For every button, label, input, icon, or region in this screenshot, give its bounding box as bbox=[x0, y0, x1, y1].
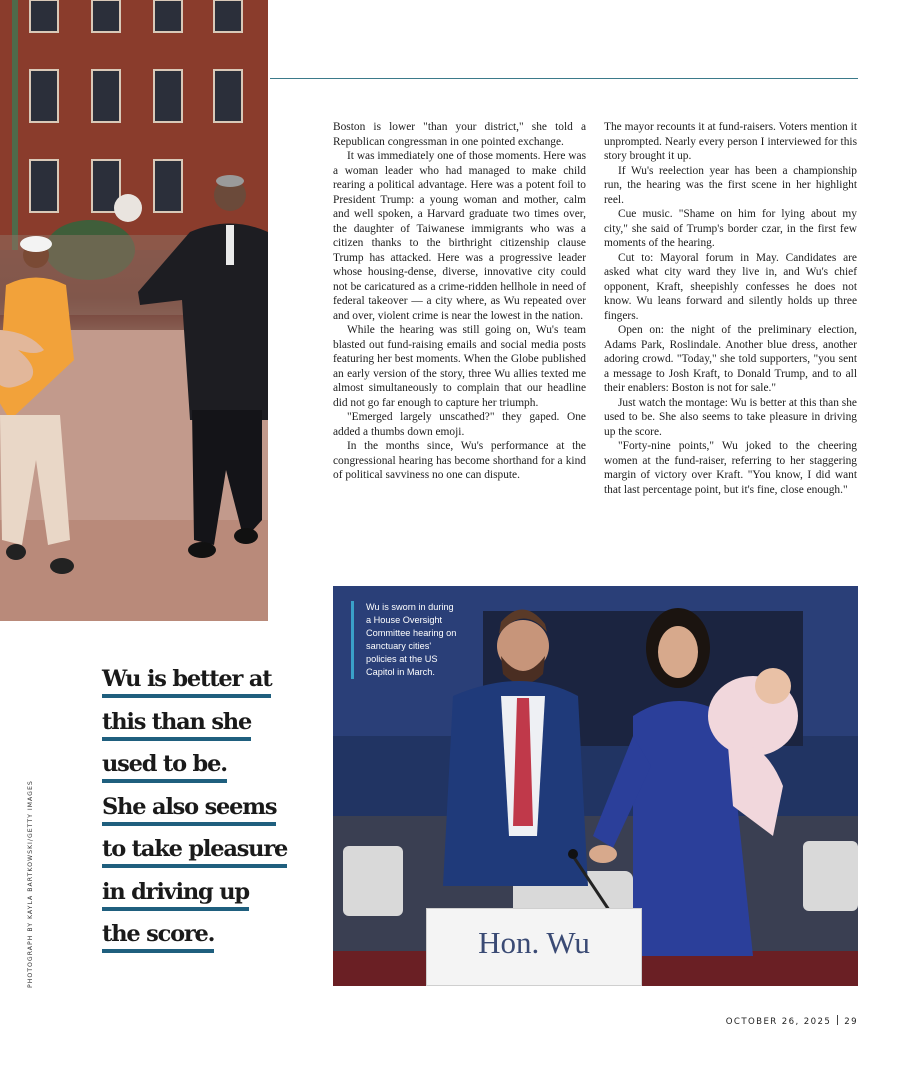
paragraph: The mayor recounts it at fund-raisers. Voters mention it unprompted. Nearly every person I interviewed for this story brought it up. bbox=[604, 121, 857, 162]
paragraph: In the months since, Wu's performance at the congressional hearing has become shorthand for a kind of political savviness no one can dispute. bbox=[333, 440, 586, 481]
pull-quote-line: to take pleasure bbox=[102, 834, 287, 868]
paragraph: It was immediately one of those moments. Here was a woman leader who had managed to make child rearing a political advantage. Here was a potent foil to President Trump: a young woman and mother, calm and well spoken, a Harvard graduate two times over, the daughter of Taiwanese immigrants who was a citizen thanks to the birthright citizenship clause Trump has attacked. Here was a progressive leader whose housing-dense, diverse, innovative city could not be caricatured as a crime-ridden hellhole in need of federal takeover — a city where, as Wu repeated over and over, violent crime is near the lowest in the nation. bbox=[333, 150, 586, 322]
street-photo bbox=[0, 0, 268, 621]
paragraph: "Emerged largely unscathed?" they gaped. One added a thumbs down emoji. bbox=[333, 411, 586, 438]
pull-quote-line: Wu is better at bbox=[102, 664, 271, 698]
paragraph: Just watch the montage: Wu is better at this than she used to be. She also seems to take pleasure in driving up the score. bbox=[604, 396, 857, 438]
folio-separator bbox=[837, 1015, 838, 1025]
paragraph: If Wu's reelection year has been a championship run, the hearing was the first scene in her highlight reel. bbox=[604, 164, 857, 206]
pull-quote bbox=[102, 658, 302, 956]
nameplate: Hon. Wu bbox=[426, 908, 642, 986]
photo-caption: Wu is sworn in during a House Oversight Committee hearing on sanctuary cities' policies at the US Capitol in March. bbox=[351, 601, 461, 679]
paragraph: Cue music. "Shame on him for lying about my city," she said of Trump's border czar, in the first few moments of the hearing. bbox=[604, 208, 857, 249]
paragraph: Cut to: Mayoral forum in May. Candidates are asked what city ward they live in, and Wu's chief opponent, Kraft, sheepishly confesses he does not know. Wu leans forward and silently holds up three fingers. bbox=[604, 251, 857, 322]
hearing-photo bbox=[333, 586, 858, 986]
photo-credit: PHOTOGRAPH BY KAYLA BARTKOWSKI/GETTY IMAGES bbox=[27, 780, 34, 988]
paragraph: While the hearing was still going on, Wu's team blasted out fund-raising emails and social media posts featuring her best moments. When the Globe published an early version of the story, three Wu allies texted me almost simultaneously to complain that our headline did not go far enough to capture her triumph. bbox=[333, 324, 586, 409]
top-rule bbox=[270, 78, 858, 79]
article-column-right bbox=[604, 120, 857, 497]
pull-quote-line: the score. bbox=[102, 919, 214, 953]
pull-quote-line: this than she bbox=[102, 707, 251, 741]
folio bbox=[726, 1015, 858, 1027]
page-number: 29 bbox=[844, 1017, 858, 1027]
paragraph: Open on: the night of the preliminary election, Adams Park, Roslindale. Another blue dress, another adoring crowd. "Today," she told supporters, "you sent a message to Josh Kraft, to Donald Trump, and to all their enablers: Boston is not for sale." bbox=[604, 324, 857, 394]
paragraph: Boston is lower "than your district," she told a Republican congressman in one pointed exchange. bbox=[333, 121, 586, 148]
street-photo-art bbox=[0, 0, 268, 621]
pull-quote-line: in driving up bbox=[102, 877, 249, 911]
article-column-left bbox=[333, 120, 586, 483]
paragraph: "Forty-nine points," Wu joked to the cheering women at the fund-raiser, referring to her staggering margin of victory over Kraft. "You know, I did want that last percentage point, but it's fine, close enough." bbox=[604, 440, 857, 496]
folio-date: OCTOBER 26, 2025 bbox=[725, 1017, 832, 1027]
pull-quote-line: used to be. bbox=[102, 749, 227, 783]
pull-quote-line: She also seems bbox=[102, 792, 276, 826]
